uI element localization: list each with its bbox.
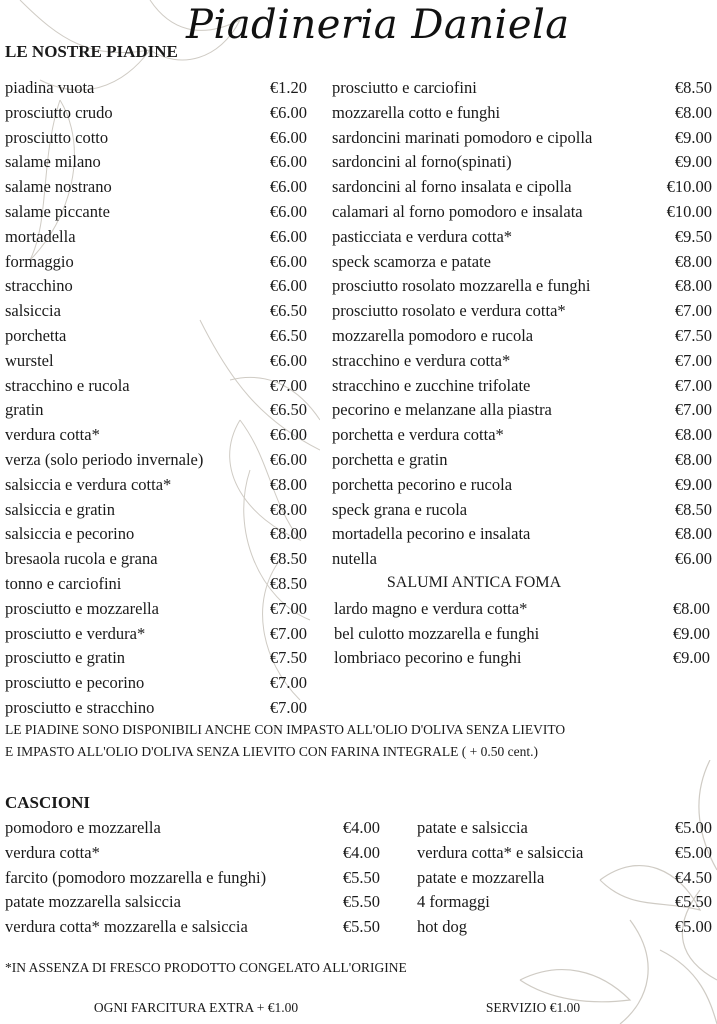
item-price: €7.00 [674, 301, 712, 321]
menu-item-piadina [5, 398, 307, 422]
item-price: €8.00 [674, 524, 712, 544]
section-heading-salumi: SALUMI ANTICA FOMA [386, 574, 562, 591]
menu-item-piadina [332, 200, 712, 224]
item-price: €5.50 [342, 867, 380, 887]
item-price: €9.00 [674, 152, 712, 172]
item-name: pasticciata e verdura cotta* [332, 226, 513, 246]
menu-item-piadina [332, 398, 712, 422]
menu-item-piadina [332, 299, 712, 323]
item-price: €6.00 [269, 425, 307, 445]
item-price: €7.00 [269, 673, 307, 693]
item-price: €6.50 [269, 400, 307, 420]
item-price: €7.50 [674, 326, 712, 345]
item-name: stracchino [5, 276, 73, 296]
item-name: gratin [5, 400, 44, 420]
menu-item-piadina [332, 349, 712, 373]
menu-item-cascione [417, 890, 712, 914]
item-name: farcito (pomodoro mozzarella e funghi) [5, 867, 267, 887]
item-name: prosciutto e carciofini [332, 78, 477, 97]
item-price: €9.00 [672, 648, 710, 668]
item-name: salame milano [5, 152, 101, 172]
menu-item-salumi [334, 597, 710, 621]
item-price: €8.00 [674, 102, 712, 122]
item-price: €4.50 [674, 867, 712, 887]
section-heading-piadine: LE NOSTRE PIADINE [5, 42, 178, 61]
item-name: porchetta pecorino e rucola [332, 474, 513, 494]
item-name: stracchino e zucchine trifolate [332, 375, 531, 395]
item-name: sardoncini marinati pomodoro e cipolla [332, 127, 593, 147]
item-name: pomodoro e mozzarella [5, 818, 161, 837]
item-price: €6.00 [269, 350, 307, 370]
item-price: €6.50 [269, 301, 307, 321]
item-price: €6.00 [269, 127, 307, 147]
menu-item-piadina [5, 671, 307, 695]
item-price: €8.50 [674, 78, 712, 97]
menu-item-piadina [332, 126, 712, 150]
section-heading-cascioni: CASCIONI [5, 793, 91, 812]
menu-item-piadina [5, 572, 307, 596]
item-name: prosciutto e pecorino [5, 673, 145, 693]
item-price: €8.50 [269, 549, 307, 569]
menu-item-piadina [5, 597, 307, 621]
restaurant-title: Piadineria Daniela [186, 2, 570, 48]
item-price: €8.00 [674, 251, 712, 271]
item-price: €8.00 [674, 276, 712, 296]
item-price: €7.00 [674, 350, 712, 370]
item-name: mortadella pecorino e insalata [332, 524, 531, 544]
item-name: verdura cotta* [5, 842, 100, 862]
service-charge: SERVIZIO €1.00 [485, 1000, 581, 1015]
item-price: €6.00 [269, 450, 307, 469]
item-name: wurstel [5, 350, 54, 370]
menu-item-cascione [417, 816, 712, 840]
menu-item-piadina [5, 374, 307, 398]
menu-item-piadina [5, 522, 307, 546]
item-price: €8.00 [672, 598, 710, 618]
item-price: €6.00 [269, 226, 307, 246]
item-price: €6.00 [269, 152, 307, 172]
menu-item-piadina [5, 646, 307, 670]
menu-item-piadina [332, 76, 712, 100]
item-price: €6.00 [269, 102, 307, 122]
menu-item-piadina [332, 473, 712, 497]
menu-item-piadina [5, 225, 307, 249]
menu-item-piadina [5, 423, 307, 447]
menu-item-piadina [5, 448, 307, 472]
item-name: sardoncini al forno insalata e cipolla [332, 177, 572, 197]
menu-item-salumi [334, 646, 710, 670]
item-name: speck scamorza e patate [332, 251, 491, 271]
item-price: €6.00 [269, 177, 307, 197]
menu-item-cascione [5, 841, 380, 865]
item-price: €7.00 [269, 623, 307, 643]
menu-item-piadina [5, 101, 307, 125]
item-name: 4 formaggi [417, 892, 490, 912]
menu-item-piadina [5, 498, 307, 522]
item-name: prosciutto e stracchino [5, 698, 155, 717]
menu-item-piadina [332, 175, 712, 199]
item-price: €5.50 [342, 892, 380, 912]
item-price: €8.00 [674, 450, 712, 469]
item-name: patate e salsiccia [417, 818, 528, 837]
item-name: prosciutto rosolato mozzarella e funghi [332, 276, 591, 296]
item-price: €6.00 [674, 549, 712, 569]
menu-item-piadina [332, 150, 712, 174]
item-price: €7.00 [674, 400, 712, 420]
item-name: patate e mozzarella [417, 867, 545, 887]
item-name: prosciutto rosolato e verdura cotta* [332, 301, 566, 321]
menu-item-piadina [332, 250, 712, 274]
item-price: €7.00 [269, 375, 307, 395]
menu-item-piadina [332, 101, 712, 125]
item-name: prosciutto crudo [5, 102, 113, 122]
extra-topping-price: OGNI FARCITURA EXTRA + €1.00 [93, 1000, 299, 1015]
menu-item-piadina [332, 374, 712, 398]
item-name: salsiccia e gratin [5, 499, 115, 519]
item-price: €6.00 [269, 202, 307, 221]
item-name: stracchino e verdura cotta* [332, 350, 511, 370]
item-price: €4.00 [342, 818, 380, 837]
menu-item-piadina [332, 423, 712, 447]
menu-item-cascione [417, 841, 712, 865]
menu-item-piadina [5, 126, 307, 150]
item-price: €9.50 [674, 226, 712, 246]
menu-item-piadina [5, 299, 307, 323]
item-name: piadina vuota [5, 78, 95, 97]
item-name: porchetta [5, 326, 67, 345]
item-name: prosciutto cotto [5, 127, 109, 147]
item-price: €1.20 [269, 78, 307, 97]
item-price: €8.00 [269, 524, 307, 544]
item-price: €7.00 [269, 698, 307, 717]
item-price: €5.00 [674, 818, 712, 837]
item-price: €10.00 [666, 202, 712, 221]
menu-item-piadina [5, 175, 307, 199]
menu-item-piadina [5, 547, 307, 571]
item-name: formaggio [5, 251, 74, 271]
menu-item-piadina [5, 349, 307, 373]
item-name: salsiccia e pecorino [5, 524, 135, 544]
item-name: tonno e carciofini [5, 574, 122, 593]
item-price: €7.00 [674, 375, 712, 395]
item-price: €6.00 [269, 276, 307, 296]
item-price: €6.50 [269, 326, 307, 345]
item-price: €7.00 [269, 598, 307, 618]
item-name: bel culotto mozzarella e funghi [334, 623, 540, 643]
item-price: €7.50 [269, 648, 307, 668]
menu-item-piadina [332, 448, 712, 472]
item-name: porchetta e verdura cotta* [332, 425, 504, 445]
menu-item-piadina [332, 498, 712, 522]
item-name: verdura cotta* mozzarella e salsiccia [5, 917, 248, 936]
item-name: speck grana e rucola [332, 499, 468, 519]
menu-item-piadina [5, 622, 307, 646]
item-price: €5.50 [342, 917, 380, 936]
item-name: mozzarella pomodoro e rucola [332, 326, 534, 345]
item-name: mortadella [5, 226, 76, 246]
item-price: €8.00 [269, 499, 307, 519]
dough-note-line-1: LE PIADINE SONO DISPONIBILI ANCHE CON IMPASTO ALL'OLIO D'OLIVA SENZA LIEVITO [5, 722, 566, 737]
menu-item-cascione [5, 866, 380, 890]
menu-item-piadina [5, 696, 307, 720]
item-price: €9.00 [674, 127, 712, 147]
menu-item-piadina [5, 150, 307, 174]
item-price: €5.00 [674, 842, 712, 862]
frozen-footnote: *IN ASSENZA DI FRESCO PRODOTTO CONGELATO ALL'ORIGINE [5, 960, 407, 975]
menu-item-piadina [5, 76, 307, 100]
menu-item-piadina [5, 473, 307, 497]
menu-item-cascione [5, 890, 380, 914]
menu-item-salumi [334, 622, 710, 646]
item-name: verdura cotta* [5, 425, 100, 445]
menu-item-piadina [332, 225, 712, 249]
item-name: mozzarella cotto e funghi [332, 102, 501, 122]
item-name: lardo magno e verdura cotta* [334, 598, 528, 618]
item-price: €6.00 [269, 251, 307, 271]
item-name: calamari al forno pomodoro e insalata [332, 202, 583, 221]
item-price: €8.50 [674, 499, 712, 519]
item-name: salame piccante [5, 202, 110, 221]
menu-item-piadina [5, 274, 307, 298]
menu-item-piadina [332, 324, 712, 348]
item-name: verza (solo periodo invernale) [5, 450, 204, 469]
item-price: €9.00 [672, 623, 710, 643]
item-name: salame nostrano [5, 177, 112, 197]
item-price: €8.00 [674, 425, 712, 445]
menu-item-cascione [5, 816, 380, 840]
item-name: sardoncini al forno(spinati) [332, 152, 512, 172]
item-name: verdura cotta* e salsiccia [417, 842, 584, 862]
menu-item-piadina [5, 200, 307, 224]
item-name: nutella [332, 549, 377, 569]
item-name: salsiccia [5, 301, 61, 321]
item-name: bresaola rucola e grana [5, 549, 158, 569]
menu-item-cascione [417, 915, 712, 939]
item-price: €4.00 [342, 842, 380, 862]
menu-item-piadina [5, 250, 307, 274]
dough-note-line-2: E IMPASTO ALL'OLIO D'OLIVA SENZA LIEVITO CON FARINA INTEGRALE ( + 0.50 cent.) [5, 744, 538, 759]
menu-item-piadina [332, 522, 712, 546]
item-name: prosciutto e gratin [5, 648, 126, 668]
item-name: patate mozzarella salsiccia [5, 892, 181, 912]
item-price: €8.50 [269, 574, 307, 593]
item-name: stracchino e rucola [5, 375, 130, 395]
item-name: lombriaco pecorino e funghi [334, 648, 522, 668]
item-name: pecorino e melanzane alla piastra [332, 400, 552, 420]
item-name: hot dog [417, 917, 467, 936]
menu-item-piadina [332, 547, 712, 571]
item-price: €5.50 [674, 892, 712, 912]
item-price: €9.00 [674, 474, 712, 494]
item-name: porchetta e gratin [332, 450, 448, 469]
item-price: €10.00 [666, 177, 712, 197]
menu-item-cascione [5, 915, 380, 939]
item-name: prosciutto e verdura* [5, 623, 146, 643]
item-price: €5.00 [674, 917, 712, 936]
menu-item-cascione [417, 866, 712, 890]
item-price: €8.00 [269, 474, 307, 494]
menu-item-piadina [5, 324, 307, 348]
item-name: salsiccia e verdura cotta* [5, 474, 172, 494]
menu-item-piadina [332, 274, 712, 298]
item-name: prosciutto e mozzarella [5, 598, 159, 618]
